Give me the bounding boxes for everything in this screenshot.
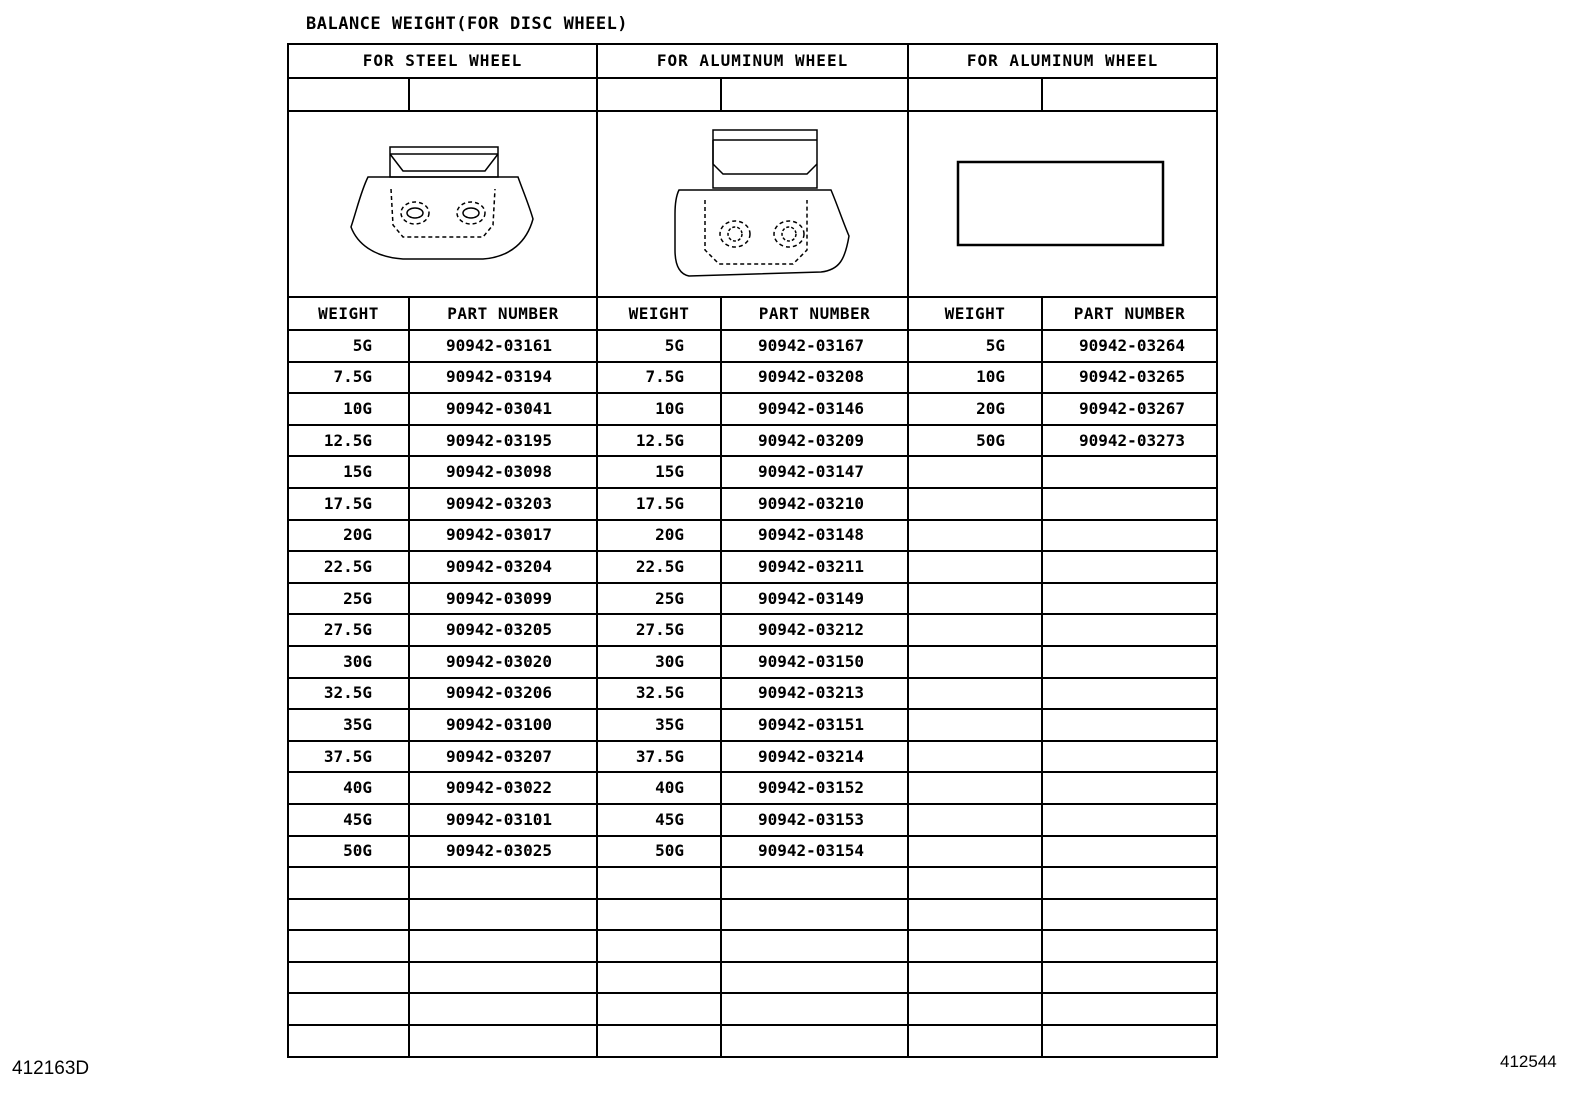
empty-cell xyxy=(908,551,1042,583)
weight-cell: 15G xyxy=(288,456,409,488)
part-number-cell: 90942-03214 xyxy=(721,741,908,773)
part-number-cell: 90942-03211 xyxy=(721,551,908,583)
part-number-cell: 90942-03213 xyxy=(721,678,908,710)
weight-cell: 7.5G xyxy=(288,362,409,394)
weight-cell: 35G xyxy=(288,709,409,741)
empty-cell xyxy=(908,899,1042,931)
part-number-cell: 90942-03204 xyxy=(409,551,597,583)
table-row xyxy=(288,614,1217,646)
aluminum-clip-weight-icon xyxy=(653,124,853,284)
empty-cell xyxy=(409,899,597,931)
weight-column-header: WEIGHT xyxy=(597,297,721,330)
weight-cell: 32.5G xyxy=(597,678,721,710)
weight-cell: 35G xyxy=(597,709,721,741)
empty-cell xyxy=(721,993,908,1025)
weight-cell: 10G xyxy=(288,393,409,425)
empty-cell xyxy=(597,993,721,1025)
empty-cell xyxy=(597,867,721,899)
table-row xyxy=(288,362,1217,394)
part-number-cell: 90942-03017 xyxy=(409,520,597,552)
adhesive-weight-illustration-cell xyxy=(908,111,1217,297)
blank-cell xyxy=(908,78,1042,111)
table-row xyxy=(288,741,1217,773)
blank-cell xyxy=(409,78,597,111)
illustration-row xyxy=(288,111,1217,297)
part-number-cell: 90942-03167 xyxy=(721,330,908,362)
empty-cell xyxy=(409,930,597,962)
table-row xyxy=(288,583,1217,615)
weight-cell: 25G xyxy=(597,583,721,615)
table-row xyxy=(288,867,1217,899)
table-row xyxy=(288,930,1217,962)
weight-column-header: WEIGHT xyxy=(288,297,409,330)
part-number-cell: 90942-03152 xyxy=(721,772,908,804)
part-number-cell: 90942-03146 xyxy=(721,393,908,425)
weight-cell: 40G xyxy=(597,772,721,804)
empty-cell xyxy=(288,962,409,994)
empty-cell xyxy=(1042,551,1217,583)
empty-cell xyxy=(721,899,908,931)
steel-clip-weight-icon xyxy=(343,139,543,269)
part-number-cell: 90942-03101 xyxy=(409,804,597,836)
empty-cell xyxy=(1042,962,1217,994)
empty-cell xyxy=(908,993,1042,1025)
weight-cell: 27.5G xyxy=(597,614,721,646)
table-row xyxy=(288,709,1217,741)
empty-cell xyxy=(288,899,409,931)
part-number-cell: 90942-03208 xyxy=(721,362,908,394)
part-number-cell: 90942-03161 xyxy=(409,330,597,362)
part-number-cell: 90942-03264 xyxy=(1042,330,1217,362)
part-number-cell: 90942-03154 xyxy=(721,836,908,868)
weight-cell: 32.5G xyxy=(288,678,409,710)
empty-cell xyxy=(409,993,597,1025)
empty-cell xyxy=(908,867,1042,899)
empty-cell xyxy=(908,1025,1042,1057)
empty-cell xyxy=(908,930,1042,962)
table-row xyxy=(288,1025,1217,1057)
weight-cell: 10G xyxy=(597,393,721,425)
empty-cell xyxy=(908,709,1042,741)
part-number-cell: 90942-03267 xyxy=(1042,393,1217,425)
table-row xyxy=(288,330,1217,362)
weight-cell: 30G xyxy=(288,646,409,678)
weight-cell: 20G xyxy=(288,520,409,552)
part-number-cell: 90942-03206 xyxy=(409,678,597,710)
empty-cell xyxy=(1042,899,1217,931)
table-row xyxy=(288,551,1217,583)
empty-cell xyxy=(1042,867,1217,899)
empty-cell xyxy=(1042,488,1217,520)
part-number-cell: 90942-03205 xyxy=(409,614,597,646)
weight-cell: 12.5G xyxy=(288,425,409,457)
part-number-cell: 90942-03020 xyxy=(409,646,597,678)
empty-cell xyxy=(721,867,908,899)
empty-cell xyxy=(288,993,409,1025)
group-header-aluminum-adhesive: FOR ALUMINUM WHEEL xyxy=(908,44,1217,78)
empty-cell xyxy=(1042,614,1217,646)
group-header-aluminum-clip: FOR ALUMINUM WHEEL xyxy=(597,44,908,78)
empty-cell xyxy=(1042,1025,1217,1057)
empty-cell xyxy=(908,583,1042,615)
empty-cell xyxy=(409,867,597,899)
table-row xyxy=(288,772,1217,804)
figure-reference-right: 412544 xyxy=(1500,1052,1557,1071)
empty-cell xyxy=(1042,836,1217,868)
column-header-row xyxy=(288,297,1217,330)
empty-cell xyxy=(908,772,1042,804)
weight-cell: 45G xyxy=(288,804,409,836)
weight-cell: 50G xyxy=(288,836,409,868)
part-number-cell: 90942-03203 xyxy=(409,488,597,520)
part-number-cell: 90942-03025 xyxy=(409,836,597,868)
part-number-cell: 90942-03212 xyxy=(721,614,908,646)
blank-cell xyxy=(721,78,908,111)
part-number-cell: 90942-03098 xyxy=(409,456,597,488)
part-number-cell: 90942-03022 xyxy=(409,772,597,804)
empty-cell xyxy=(597,930,721,962)
empty-cell xyxy=(721,962,908,994)
aluminum-clip-weight-illustration-cell xyxy=(597,111,908,297)
empty-cell xyxy=(1042,583,1217,615)
weight-cell: 10G xyxy=(908,362,1042,394)
table-row xyxy=(288,393,1217,425)
table-row xyxy=(288,804,1217,836)
empty-cell xyxy=(288,867,409,899)
weight-column-header: WEIGHT xyxy=(908,297,1042,330)
weight-cell: 17.5G xyxy=(288,488,409,520)
part-number-cell: 90942-03194 xyxy=(409,362,597,394)
empty-cell xyxy=(597,899,721,931)
weight-cell: 50G xyxy=(908,425,1042,457)
weight-cell: 45G xyxy=(597,804,721,836)
empty-cell xyxy=(1042,930,1217,962)
part-number-cell: 90942-03209 xyxy=(721,425,908,457)
weight-cell: 40G xyxy=(288,772,409,804)
empty-cell xyxy=(908,836,1042,868)
weight-cell: 17.5G xyxy=(597,488,721,520)
table-row xyxy=(288,962,1217,994)
table-row xyxy=(288,488,1217,520)
weight-cell: 27.5G xyxy=(288,614,409,646)
part-number-cell: 90942-03041 xyxy=(409,393,597,425)
part-number-column-header: PART NUMBER xyxy=(721,297,908,330)
steel-weight-illustration-cell xyxy=(288,111,597,297)
empty-cell xyxy=(1042,520,1217,552)
empty-cell xyxy=(1042,678,1217,710)
part-number-cell: 90942-03148 xyxy=(721,520,908,552)
adhesive-weight-icon xyxy=(953,154,1173,254)
empty-cell xyxy=(908,456,1042,488)
part-number-cell: 90942-03100 xyxy=(409,709,597,741)
empty-cell xyxy=(1042,741,1217,773)
table-row xyxy=(288,836,1217,868)
empty-cell xyxy=(409,962,597,994)
weight-cell: 12.5G xyxy=(597,425,721,457)
empty-cell xyxy=(1042,646,1217,678)
table-row xyxy=(288,899,1217,931)
part-number-column-header: PART NUMBER xyxy=(1042,297,1217,330)
table-row xyxy=(288,456,1217,488)
empty-cell xyxy=(1042,456,1217,488)
empty-cell xyxy=(908,646,1042,678)
empty-cell xyxy=(908,678,1042,710)
blank-row xyxy=(288,78,1217,111)
weight-cell: 37.5G xyxy=(597,741,721,773)
part-number-cell: 90942-03147 xyxy=(721,456,908,488)
part-number-cell: 90942-03207 xyxy=(409,741,597,773)
part-number-cell: 90942-03273 xyxy=(1042,425,1217,457)
empty-cell xyxy=(288,1025,409,1057)
weight-cell: 25G xyxy=(288,583,409,615)
group-header-row xyxy=(288,44,1217,78)
empty-cell xyxy=(1042,709,1217,741)
empty-cell xyxy=(1042,993,1217,1025)
empty-cell xyxy=(908,520,1042,552)
empty-cell xyxy=(1042,804,1217,836)
empty-cell xyxy=(1042,772,1217,804)
weight-cell: 50G xyxy=(597,836,721,868)
empty-cell xyxy=(721,1025,908,1057)
blank-cell xyxy=(597,78,721,111)
empty-cell xyxy=(409,1025,597,1057)
part-number-cell: 90942-03150 xyxy=(721,646,908,678)
weight-cell: 7.5G xyxy=(597,362,721,394)
part-number-cell: 90942-03151 xyxy=(721,709,908,741)
weight-cell: 5G xyxy=(908,330,1042,362)
empty-cell xyxy=(908,804,1042,836)
empty-cell xyxy=(597,962,721,994)
balance-weight-table xyxy=(287,43,1218,1058)
part-number-cell: 90942-03149 xyxy=(721,583,908,615)
part-number-cell: 90942-03153 xyxy=(721,804,908,836)
empty-cell xyxy=(908,488,1042,520)
empty-cell xyxy=(908,614,1042,646)
weight-cell: 30G xyxy=(597,646,721,678)
part-number-column-header: PART NUMBER xyxy=(409,297,597,330)
weight-cell: 22.5G xyxy=(597,551,721,583)
empty-cell xyxy=(721,930,908,962)
weight-cell: 20G xyxy=(597,520,721,552)
weight-cell: 15G xyxy=(597,456,721,488)
part-number-cell: 90942-03265 xyxy=(1042,362,1217,394)
weight-cell: 22.5G xyxy=(288,551,409,583)
empty-cell xyxy=(288,930,409,962)
weight-cell: 20G xyxy=(908,393,1042,425)
group-header-steel: FOR STEEL WHEEL xyxy=(288,44,597,78)
weight-cell: 5G xyxy=(288,330,409,362)
document-title: BALANCE WEIGHT(FOR DISC WHEEL) xyxy=(306,14,629,34)
part-number-cell: 90942-03195 xyxy=(409,425,597,457)
table-row xyxy=(288,993,1217,1025)
part-number-cell: 90942-03210 xyxy=(721,488,908,520)
part-number-cell: 90942-03099 xyxy=(409,583,597,615)
blank-cell xyxy=(1042,78,1217,111)
table-row xyxy=(288,678,1217,710)
table-row xyxy=(288,646,1217,678)
figure-reference-left: 412163D xyxy=(12,1058,90,1079)
blank-cell xyxy=(288,78,409,111)
empty-cell xyxy=(597,1025,721,1057)
empty-cell xyxy=(908,741,1042,773)
empty-cell xyxy=(908,962,1042,994)
table-row xyxy=(288,520,1217,552)
table-row xyxy=(288,425,1217,457)
weight-cell: 37.5G xyxy=(288,741,409,773)
weight-cell: 5G xyxy=(597,330,721,362)
